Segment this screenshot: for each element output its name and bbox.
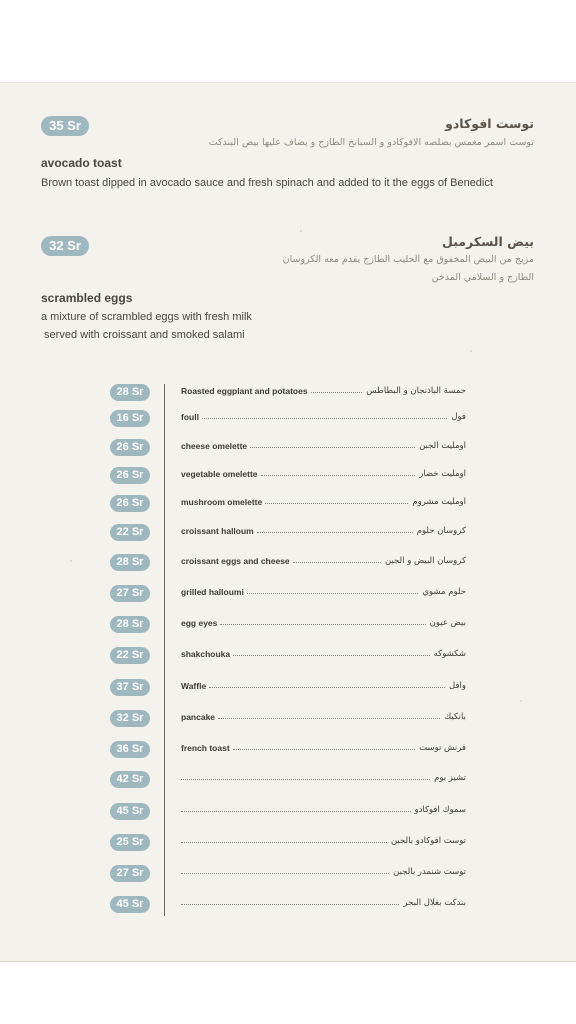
price-badge: 25 Sr: [110, 834, 150, 851]
item-name-arabic: سموك افوكادو: [414, 805, 466, 815]
item-name-arabic: كروسان البيض و الجبن: [385, 556, 466, 566]
price-badge: 26 Sr: [110, 495, 150, 512]
item-title-arabic: توست افوكادو: [445, 116, 534, 131]
item-name-arabic: فول: [451, 412, 466, 422]
item-name-arabic: بيض عيون: [429, 618, 466, 628]
dot-leader: [202, 418, 447, 419]
item-name: shakchouka: [181, 649, 231, 659]
item-name-arabic: اومليت مشروم: [412, 497, 466, 507]
item-description: Brown toast dipped in avocado sauce and fresh spinach and added to it the eggs of Benedict: [41, 177, 493, 189]
price-badge: 37 Sr: [110, 679, 150, 696]
item-name-arabic: اومليت خضار: [419, 469, 466, 479]
dot-leader: [311, 392, 362, 393]
menu-row: [0, 865, 576, 885]
menu-row: [0, 834, 576, 854]
item-name: croissant halloum: [181, 526, 254, 536]
item-title-arabic: بيض السكرمبل: [442, 234, 534, 249]
dot-leader: [181, 779, 430, 780]
item-name-arabic: بانكيك: [444, 712, 466, 722]
dot-leader: [218, 718, 440, 719]
item-name: Roasted eggplant and potatoes: [181, 386, 308, 396]
menu-row: [0, 439, 576, 459]
price-badge: 36 Sr: [110, 741, 150, 758]
item-name: foull: [181, 412, 199, 422]
price-badge: 28 Sr: [110, 616, 150, 633]
paper-speck: [470, 350, 472, 352]
price-badge: 27 Sr: [110, 865, 150, 882]
item-name-arabic: توست افوكادو بالجبن: [390, 836, 466, 846]
dot-leader: [250, 447, 415, 448]
menu-row: [0, 495, 576, 515]
dot-leader: [233, 655, 430, 656]
item-name: vegetable omelette: [181, 469, 258, 479]
dot-leader: [233, 749, 415, 750]
price-badge: 45 Sr: [110, 803, 150, 820]
item-name: grilled halloumi: [181, 587, 244, 597]
item-name: Waffle: [181, 681, 207, 691]
menu-row: [0, 679, 576, 699]
item-description-arabic: توست اسمر مغمس بصلصه الافوكادو و السبانخ الطازج و يضاف عليها بيض البندكت: [208, 137, 534, 148]
item-name: egg eyes: [181, 618, 218, 628]
item-description-arabic: مزيج من البيض المخفوق مع الحليب الطازج يقدم معه الكروسان: [282, 254, 534, 265]
price-badge: 22 Sr: [110, 647, 150, 664]
menu-row: [0, 896, 576, 916]
item-name-arabic: اومليت الجبن: [419, 441, 466, 451]
dot-leader: [181, 842, 387, 843]
item-description-arabic: الطازج و السلامي المدخن: [431, 272, 534, 283]
dot-leader: [220, 624, 426, 625]
dot-leader: [293, 562, 381, 563]
price-badge: 35 Sr: [41, 116, 89, 136]
item-name-arabic: شكشوكه: [433, 649, 466, 659]
item-name: croissant eggs and cheese: [181, 556, 290, 566]
price-badge: 32 Sr: [110, 710, 150, 727]
item-name: cheese omelette: [181, 441, 248, 451]
menu-row: [0, 616, 576, 636]
menu-row: [0, 710, 576, 730]
item-name-arabic: وافل: [449, 681, 466, 691]
menu-row: [0, 384, 576, 404]
item-name-arabic: حلوم مشوي: [422, 587, 466, 597]
dot-leader: [181, 904, 399, 905]
dot-leader: [181, 873, 389, 874]
item-name-arabic: حمسة الباذنجان و البطاطس: [366, 386, 466, 396]
price-badge: 45 Sr: [110, 896, 150, 913]
item-description: a mixture of scrambled eggs with fresh milk served with croissant and smoked salami: [41, 311, 252, 341]
dot-leader: [209, 687, 445, 688]
dot-leader: [181, 811, 411, 812]
paper-speck: [300, 230, 302, 232]
price-badge: 28 Sr: [110, 554, 150, 571]
item-name-arabic: كروسان حلوم: [416, 526, 466, 536]
item-name-arabic: بندكت بغلال البحر: [403, 898, 466, 908]
price-badge: 16 Sr: [110, 410, 150, 427]
item-name: mushroom omelette: [181, 497, 263, 507]
item-name-arabic: توست شنمدر بالجبن: [393, 867, 466, 877]
price-badge: 26 Sr: [110, 467, 150, 484]
dot-leader: [257, 532, 413, 533]
price-badge: 42 Sr: [110, 771, 150, 788]
item-name: pancake: [181, 712, 216, 722]
paper-speck: [520, 700, 522, 702]
item-title: avocado toast: [41, 156, 122, 170]
menu-row: [0, 741, 576, 761]
menu-row: [0, 467, 576, 487]
item-name: french toast: [181, 743, 230, 753]
item-title: scrambled eggs: [41, 291, 133, 305]
price-badge: 28 Sr: [110, 384, 150, 401]
price-badge: 27 Sr: [110, 585, 150, 602]
price-badge: 26 Sr: [110, 439, 150, 456]
menu-row: [0, 554, 576, 574]
dot-leader: [265, 503, 408, 504]
menu-row: [0, 585, 576, 605]
dot-leader: [261, 475, 415, 476]
price-badge: 22 Sr: [110, 524, 150, 541]
menu-row: [0, 410, 576, 430]
item-name-arabic: فرنش توست: [419, 743, 466, 753]
item-name-arabic: تشيز بوم: [434, 773, 466, 783]
price-badge: 32 Sr: [41, 236, 89, 256]
menu-row: [0, 524, 576, 544]
menu-row: [0, 647, 576, 667]
menu-row: [0, 771, 576, 791]
dot-leader: [247, 593, 418, 594]
menu-page: [0, 82, 576, 962]
menu-row: [0, 803, 576, 823]
